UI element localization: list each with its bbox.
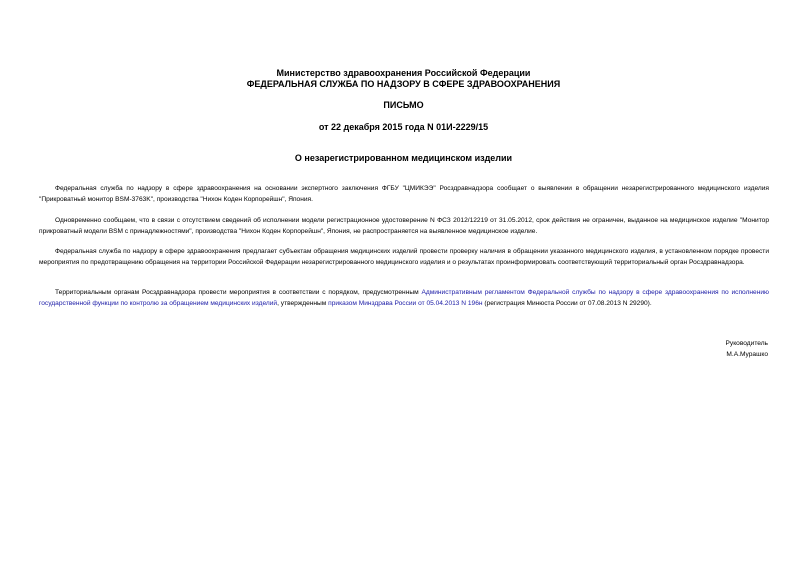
signature-title: Руководитель	[725, 340, 768, 347]
document-type: ПИСЬМО	[383, 100, 424, 110]
paragraph-2: Одновременно сообщаем, что в связи с отсутствием сведений об исполнении модели регистрационное удостоверение N ФСЗ 2012/12219 от 31.05.2012, срок действия не ограничен, выданное на медицинское изделие "Монитор прикроватный модели BSM с принадлежностями", производства "Нихон Коден Корпорейшн", Япония, не распространяется на выявленное медицинское изделие.	[39, 217, 769, 235]
regulation-link[interactable]: Административным регламентом Федеральной службы по надзору в сфере здравоохранения по исполнению государственной функции по контролю за обращением медицинских изделий	[39, 289, 769, 307]
paragraph-4-text-2: , утвержденным	[277, 300, 329, 307]
order-link[interactable]: приказом Минздрава России от 05.04.2013 N 196н	[328, 300, 483, 307]
service-name: ФЕДЕРАЛЬНАЯ СЛУЖБА ПО НАДЗОРУ В СФЕРЕ ЗДРАВООХРАНЕНИЯ	[246, 79, 561, 89]
paragraph-3: Федеральная служба по надзору в сфере здравоохранения предлагает субъектам обращения медицинских изделий провести проверку наличия в обращении указанного медицинского изделия, в установленном порядке провести мероприятия по предотвращению обращения на территории Российской Федерации незарегистрированного медицинского изделия и о результатах проинформировать соответствующий территориальный орган Росздравнадзора.	[39, 248, 769, 266]
document-subject: О незарегистрированном медицинском изделии	[294, 153, 513, 163]
paragraph-4	[39, 287, 769, 309]
paragraph-4-text-3: (регистрация Минюста России от 07.08.2013 N 29290).	[482, 300, 652, 307]
document-date-number: от 22 декабря 2015 года N 01И-2229/15	[318, 122, 489, 132]
paragraph-4-text-1: Территориальным органам Росздравнадзора провести мероприятия в соответствии с порядком, предусмотренным	[55, 289, 422, 296]
paragraph-1: Федеральная служба по надзору в сфере здравоохранения на основании экспертного заключения ФГБУ "ЦМИКЭЭ" Росздравнадзора сообщает о выявлении в обращении незарегистрированного медицинского изделия "Прикроватный монитор BSM-3763K", производства "Нихон Коден Корпорейшн", Япония.	[39, 185, 769, 203]
ministry-name: Министерство здравоохранения Российской Федерации	[276, 68, 531, 78]
signature-name: М.А.Мурашко	[726, 351, 768, 358]
